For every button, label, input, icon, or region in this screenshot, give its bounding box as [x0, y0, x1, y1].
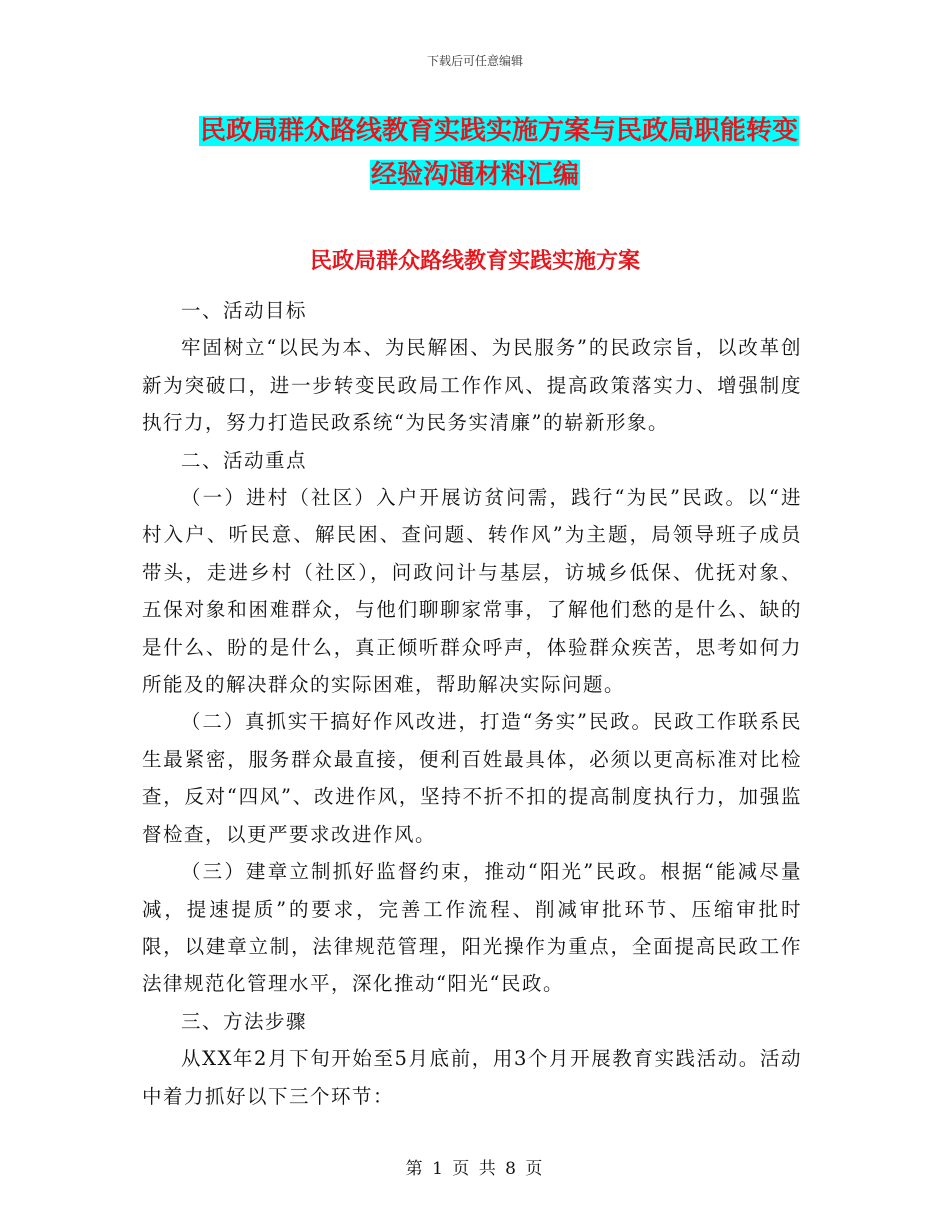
paragraph-focus-2: （二）真抓实干搞好作风改进，打造“务实”民政。民政工作联系民生最紧密，服务群众最直接，便利百姓最具体，必须以更高标准对比检查，反对“四风”、改进作风，坚持不折不扣的提高制度执行力，加强监督检查，以更严要求改进作风。 [142, 710, 802, 846]
document-title-line-2 [0, 154, 950, 196]
heading-method-steps: 三、方法步骤 [181, 1009, 308, 1033]
paragraph-focus-1: （一）进村（社区）入户开展访贫问需，践行“为民”民政。以“进村入户、听民意、解民困、查问题、转作风”为主题，局领导班子成员带头，走进乡村（社区），问政问计与基层，访城乡低保、优抚对象、五保对象和困难群众，与他们聊聊家常事，了解他们愁的是什么、缺的是什么、盼的是什么，真正倾听群众呼声，体验群众疾苦，思考如何力所能及的解决群众的实际困难，帮助解决实际问题。 [142, 486, 802, 697]
paragraph-method: 从XX年2月下旬开始至5月底前，用3个月开展教育实践活动。活动中着力抓好以下三个环节： [142, 1047, 802, 1108]
section-title: 民政局群众路线教育实践实施方案 [309, 249, 640, 274]
document-title-line-2-text: 经验沟通材料汇编 [370, 160, 579, 190]
document-title-line-1-text: 民政局群众路线教育实践实施方案与民政局职能转变 [199, 116, 798, 146]
paragraph-focus-3: （三）建章立制抓好监督约束，推动“阳光”民政。根据“能减尽量减，提速提质”的要求，完善工作流程、削减审批环节、压缩审批时限，以建章立制，法律规范管理，阳光操作为重点，全面提高民政工作法律规范化管理水平，深化推动“阳光“民政。 [142, 860, 802, 996]
header-note: 下载后可任意编辑 [426, 54, 523, 68]
document-title-line-1 [24, 110, 950, 152]
paragraph-goal: 牢固树立“以民为本、为民解困、为民服务”的民政宗旨，以改革创新为突破口，进一步转变民政局工作作风、提高政策落实力、增强制度执行力，努力打造民政系统“为民务实清廉”的崭新形象。 [142, 336, 802, 435]
document-body [142, 292, 802, 1115]
heading-activity-goal: 一、活动目标 [181, 299, 308, 322]
page-number: 第 1 页 共 8 页 [405, 1159, 545, 1179]
heading-activity-focus: 二、活动重点 [181, 448, 308, 472]
